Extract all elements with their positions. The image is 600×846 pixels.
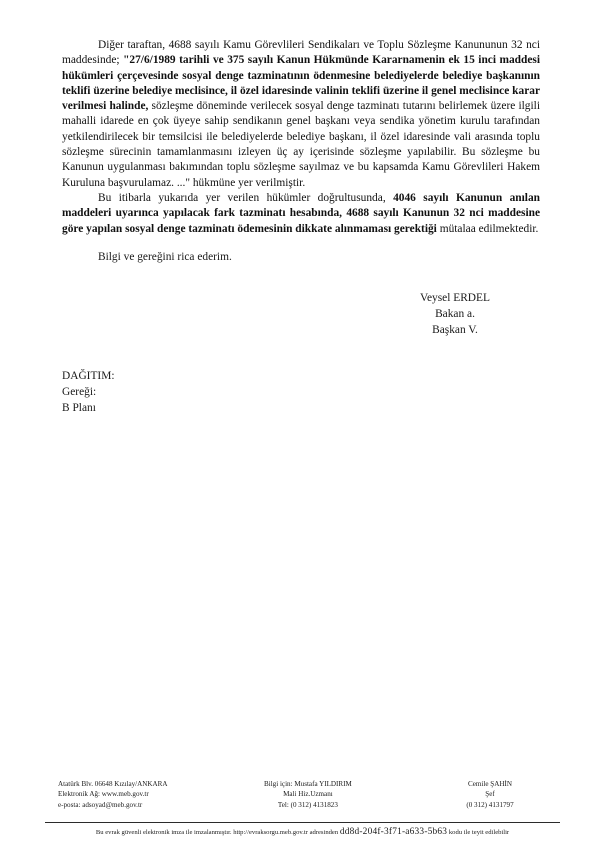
paragraph-2-run-2: 4046 sayılı Kanunun anılan maddeleri uyarınca yapılacak fark tazminatı hesabında, 4688 sayılı Kanunun 32 nci maddesine göre yapılan sosyal denge tazminatı ödemesinin dikkate alınmaması gerektiği <box>62 191 541 235</box>
footer-contact-name: Bilgi için: Mustafa YILDIRIM <box>264 780 352 788</box>
verification-line <box>45 827 560 838</box>
closing-line: Bilgi ve gereğini rica ederim. <box>98 250 232 263</box>
footer-contact-column <box>264 779 352 810</box>
distribution-line-1: Gereği: <box>62 386 97 398</box>
paragraph-1-run-3: sözleşme döneminde verilecek sosyal denge tazminatı tutarını belirlemek üzere ilgili mahalli idarede en çok üyeye sahip sendikanın genel başkanı veya sendika yönetim kurulu tarafından yetkilendirilecek bir temsilcisi ile belediyelerde belediye başkanı, il özel idaresinde vali arasında toplu sözleşme sürecinin tamamlanmasını izleyen üç ay içerisinde sözleşme yapılabilir. Bu sözleşme bu Kanunun uygulanması bakımından toplu sözleşme sayılmaz ve bu kapsamda Kamu Görevlileri Hakem Kuruluna başvurulamaz. ..." hükmüne yer verilmiştir. <box>62 100 540 189</box>
signature-block <box>380 290 530 338</box>
paragraph-2 <box>62 191 540 237</box>
paragraph-1-run-2: "27/6/1989 tarihli ve 375 sayılı Kanun Hükmünde Kararnamenin ek 15 inci maddesi hükümleri çerçevesinde sosyal denge tazminatının ödenmesine belediyelerde belediye başkanının teklifi üzerine belediye meclisince, il özel idaresinde valinin teklifi üzerine il genel meclisince karar verilmesi halinde, <box>62 54 541 113</box>
paragraph-1 <box>62 38 540 191</box>
paragraph-2-run-1: Bu itibarla yukarıda yer verilen hükümler doğrultusunda, <box>98 191 394 204</box>
signatory-title-2: Başkan V. <box>432 324 478 336</box>
footer-contact-title: Mali Hiz.Uzmanı <box>283 790 333 799</box>
paragraph-1-run-1: Diğer taraftan, 4688 sayılı Kamu Görevlileri Sendikaları ve Toplu Sözleşme Kanununun 32 nci maddesinde; <box>62 39 540 67</box>
footer-divider <box>45 822 560 823</box>
verification-prefix: Bu evrak güvenli elektronik imza ile imzalanmıştır. http://evraksorgu.meb.gov.tr adresinden <box>95 829 339 836</box>
paragraph-2-run-3: mütalaa edilmektedir. <box>436 222 539 235</box>
footer-contact-phone: Tel: (0 312) 4131823 <box>277 800 338 809</box>
distribution-block <box>62 368 115 416</box>
distribution-heading: DAĞITIM: <box>62 370 115 382</box>
page-footer <box>0 779 600 824</box>
signatory-title-1: Bakan a. <box>435 308 475 320</box>
footer-address-column <box>58 779 167 810</box>
footer-secondary-name: Cemile ŞAHİN <box>468 780 512 788</box>
distribution-line-2: B Planı <box>62 402 96 414</box>
footer-email-line: e-posta: adsoyad@meb.gov.tr <box>58 800 143 809</box>
footer-secondary-title: Şef <box>485 790 495 799</box>
signatory-name: Veysel ERDEL <box>420 292 490 304</box>
footer-address-line: Atatürk Blv. 06648 Kızılay/ANKARA <box>58 780 168 788</box>
footer-secondary-contact-column <box>420 779 560 810</box>
footer-secondary-phone: (0 312) 4131797 <box>466 800 514 809</box>
verification-suffix: kodu ile teyit edilebilir <box>448 829 510 836</box>
document-body <box>62 38 540 265</box>
verification-code: dd8d-204f-3f71-a633-5b63 <box>339 827 448 837</box>
footer-website-line: Elektronik Ağ: www.meb.gov.tr <box>58 790 149 799</box>
